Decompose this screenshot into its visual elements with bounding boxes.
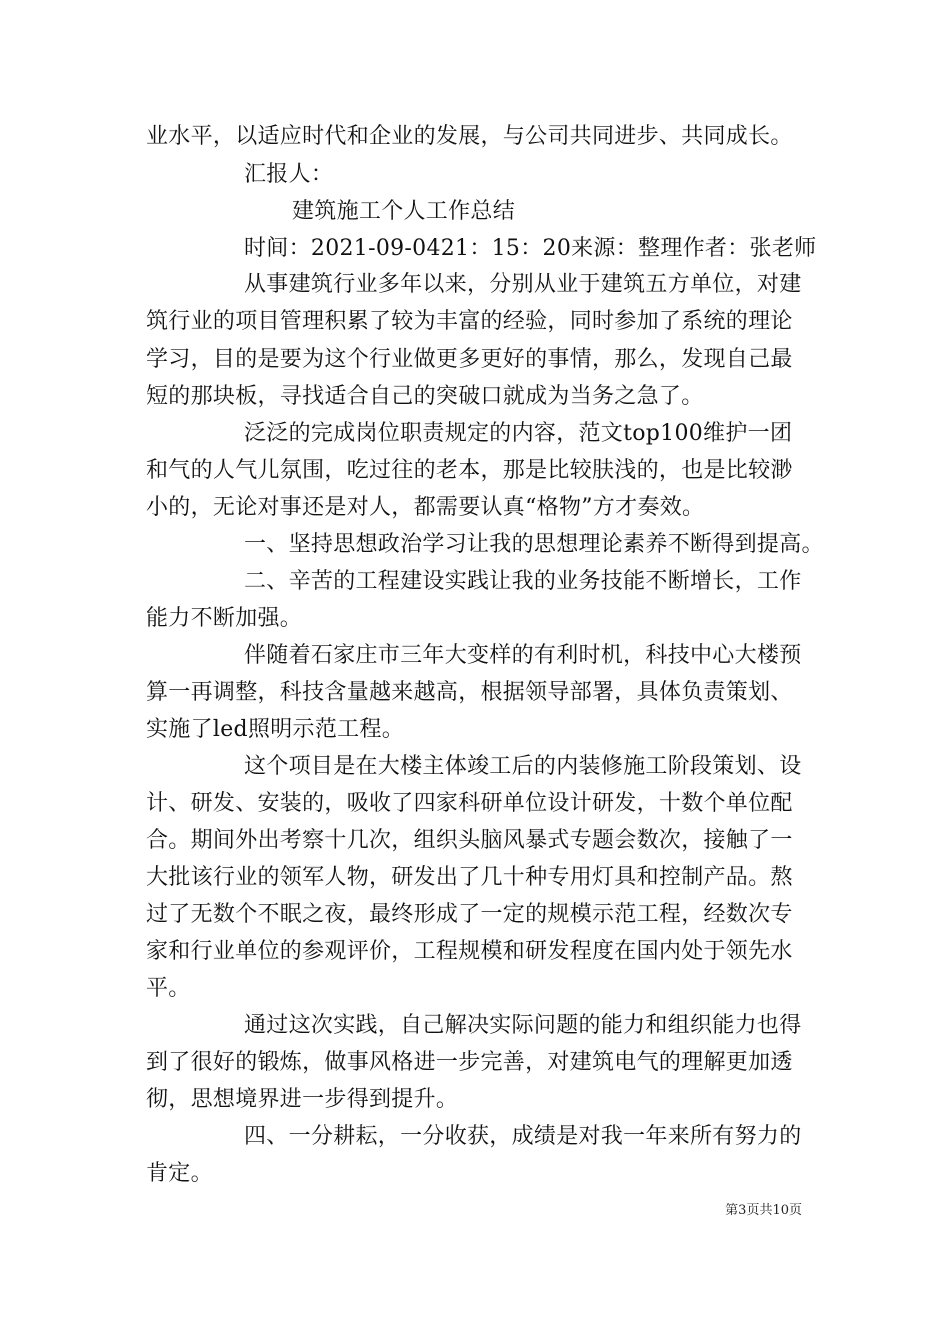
text-line: 筑行业的项目管理积累了较为丰富的经验，同时参加了系统的理论 [146,309,793,334]
text-line: 从事建筑行业多年以来，分别从业于建筑五方单位，对建 [244,272,802,297]
text-line: 计、研发、安装的，吸收了四家科研单位设计研发，十数个单位配 [146,791,793,816]
text-line: 短的那块板，寻找适合自己的突破口就成为当务之急了。 [146,384,704,409]
text-line: 能力不断加强。 [146,606,303,631]
page-number: 第3页共10页 [725,1203,802,1218]
text-line: 二、辛苦的工程建设实践让我的业务技能不断增长，工作 [244,569,802,594]
text-line: 平。 [146,976,191,1001]
text-line: 这个项目是在大楼主体竣工后的内装修施工阶段策划、设 [244,754,802,779]
text-line: 一、坚持思想政治学习让我的思想理论素养不断得到提高。 [244,532,824,557]
text-line: 肯定。 [146,1161,213,1186]
text-line: 到了很好的锻炼，做事风格进一步完善，对建筑电气的理解更加透 [146,1050,793,1075]
text-line: 小的，无论对事还是对人，都需要认真“格物”方才奏效。 [146,495,705,520]
text-line: 算一再调整，科技含量越来越高，根据领导部署，具体负责策划、 [146,680,793,705]
document-title: 建筑施工个人工作总结 [292,199,516,224]
text-line: 过了无数个不眠之夜，最终形成了一定的规模示范工程，经数次专 [146,902,793,927]
text-line: 学习，目的是要为这个行业做更多更好的事情，那么，发现自己最 [146,347,793,372]
text-line: 汇报人： [244,162,334,187]
text-line: 大批该行业的领军人物，研发出了几十种专用灯具和控制产品。熬 [146,865,793,890]
text-line: 实施了led照明示范工程。 [146,717,405,742]
document-meta: 时间：2021-09-0421：15：20来源：整理作者：张老师 [244,236,817,261]
text-line: 四、一分耕耘，一分收获，成绩是对我一年来所有努力的 [244,1124,802,1149]
text-line: 泛泛的完成岗位职责规定的内容，范文top100维护一团 [244,421,793,446]
text-line: 伴随着石家庄市三年大变样的有利时机，科技中心大楼预 [244,643,802,668]
text-line: 通过这次实践，自己解决实际问题的能力和组织能力也得 [244,1013,802,1038]
text-line: 合。期间外出考察十几次，组织头脑风暴式专题会数次，接触了一 [146,828,793,853]
text-line: 和气的人气儿氛围，吃过往的老本，那是比较肤浅的，也是比较渺 [146,458,793,483]
text-line: 彻，思想境界进一步得到提升。 [146,1087,459,1112]
text-line: 业水平，以适应时代和企业的发展，与公司共同进步、共同成长。 [146,124,793,149]
text-line: 家和行业单位的参观评价，工程规模和研发程度在国内处于领先水 [146,939,793,964]
